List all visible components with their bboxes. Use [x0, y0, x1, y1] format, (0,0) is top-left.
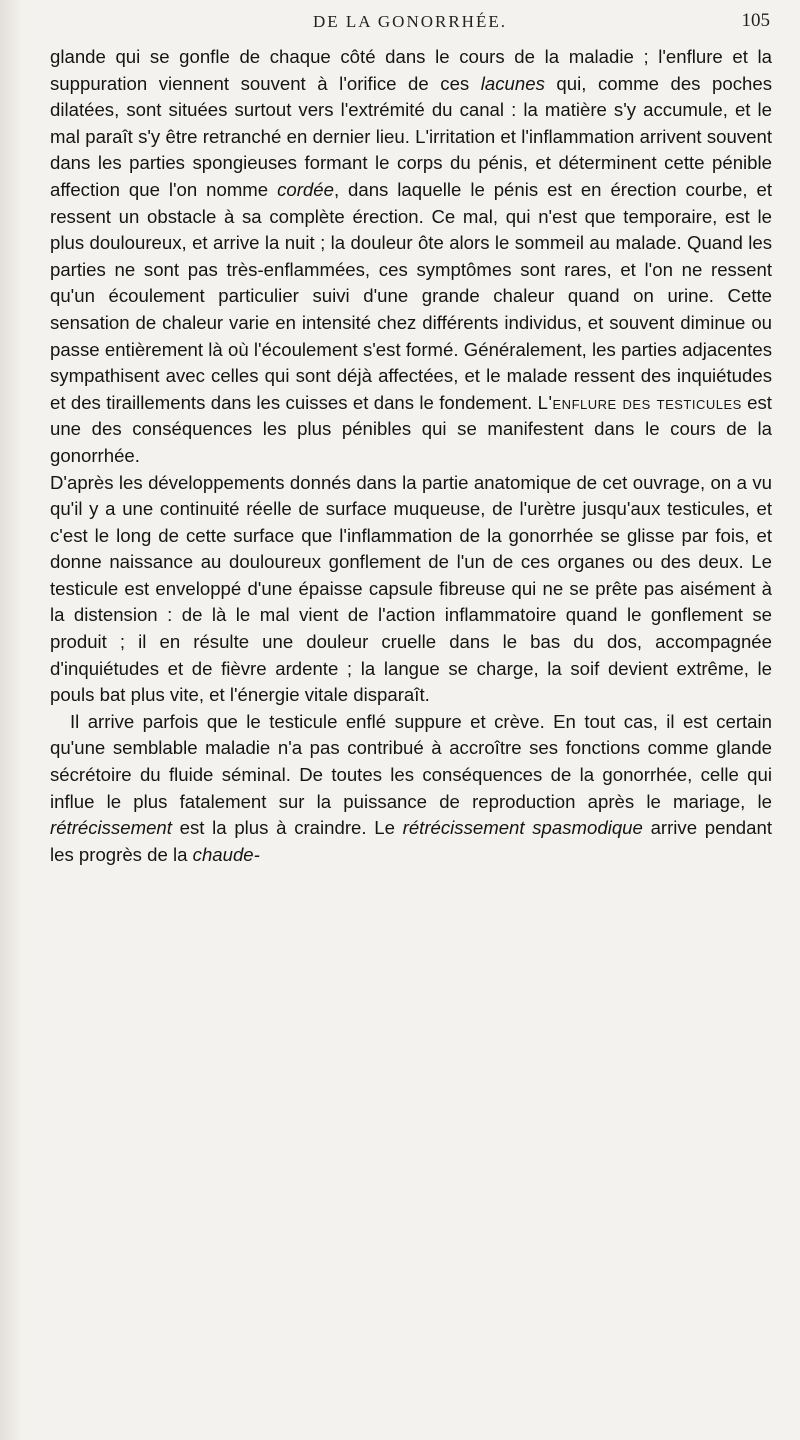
paragraph-1 [50, 44, 772, 470]
running-head: DE LA GONORRHÉE. [313, 12, 507, 31]
p1-smallcaps-enflure: L'enflure des testicules [537, 391, 742, 413]
p3-text-2: est la plus à craindre. Le [171, 817, 403, 839]
paragraph-3 [50, 709, 772, 869]
p1-text-3: , dans laquelle le pénis est en érection courbe, et ressent un obstacle à sa complète érection. Ce mal, qui n'est que temporaire, est le plus douloureux, et arrive la nuit ; la douleur ôte alors le sommeil au malade. Quand les parties ne sont pas très-enflammées, ces symptômes sont rares, et l'on ne ressent qu'un écoulement particulier suivi d'une grande chaleur quand on urine. Cette sensation de chaleur varie en intensité chez différents individus, et souvent diminue ou passe entièrement là où l'écoulement s'est formé. Généralement, les parties adjacentes sympathisent avec celles qui sont déjà affectées, et le malade ressent des inquiétudes et des tiraillements dans les cuisses et dans le fondement. [50, 178, 772, 413]
page-number: 105 [741, 10, 770, 31]
p3-text-3: arrive pendant les progrès de la [50, 817, 772, 865]
p1-italic-lacunes: lacunes [480, 72, 545, 94]
p3-text-1: Il arrive parfois que le testicule enflé suppure et crève. En tout cas, il est certain qu'une semblable maladie n'a pas contribué à accroître ses fonctions comme glande sécrétoire du fluide séminal. De toutes les conséquences de la gonorrhée, celle qui influe le plus fatalement sur la puissance de reproduction après le mariage, le [50, 710, 772, 812]
p3-italic-chaude: chaude- [192, 843, 260, 865]
page-header [50, 6, 770, 34]
p3-italic-spasmodique: rétrécissement spasmodique [402, 817, 643, 839]
paragraph-2 [50, 470, 772, 709]
p1-text-2: qui, comme des poches dilatées, sont situées surtout vers l'extrémité du canal : la matière s'y accumule, et le mal paraît s'y être retranché en dernier lieu. L'irritation et l'inflammation arrivent souvent dans les parties spongieuses formant le corps du pénis, et déterminent cette pénible affection que l'on nomme [50, 72, 772, 200]
p1-text-1: glande qui se gonfle de chaque côté dans le cours de la maladie ; l'enflure et la suppuration viennent souvent à l'orifice de ces [50, 46, 772, 94]
p3-italic-retrecissement: rétrécissement [50, 817, 172, 839]
p1-italic-cordee: cordée [277, 178, 334, 200]
body-text [50, 44, 772, 868]
page-gutter-shadow [0, 0, 22, 1440]
p2-text: D'après les développements donnés dans la partie anatomique de cet ouvrage, on a vu qu'il y a une continuité réelle de surface muqueuse, de l'urètre jusqu'aux testicules, et c'est le long de cette surface que l'inflammation de la gonorrhée se glisse par fois, et donne naissance au douloureux gonflement de l'un de ces organes ou des deux. Le testicule est enveloppé d'une épaisse capsule fibreuse qui ne se prête pas aisément à la distension : de là le mal vient de l'action inflammatoire quand le gonflement se produit ; il en résulte une douleur cruelle dans le bas du dos, accompagnée d'inquiétudes et de fièvre ardente ; la langue se charge, la soif devient extrême, le pouls bat plus vite, et l'énergie vitale disparaît. [50, 471, 772, 706]
p1-text-4: est une des conséquences les plus pénibles qui se manifestent dans le cours de la gonorrhée. [50, 391, 772, 466]
